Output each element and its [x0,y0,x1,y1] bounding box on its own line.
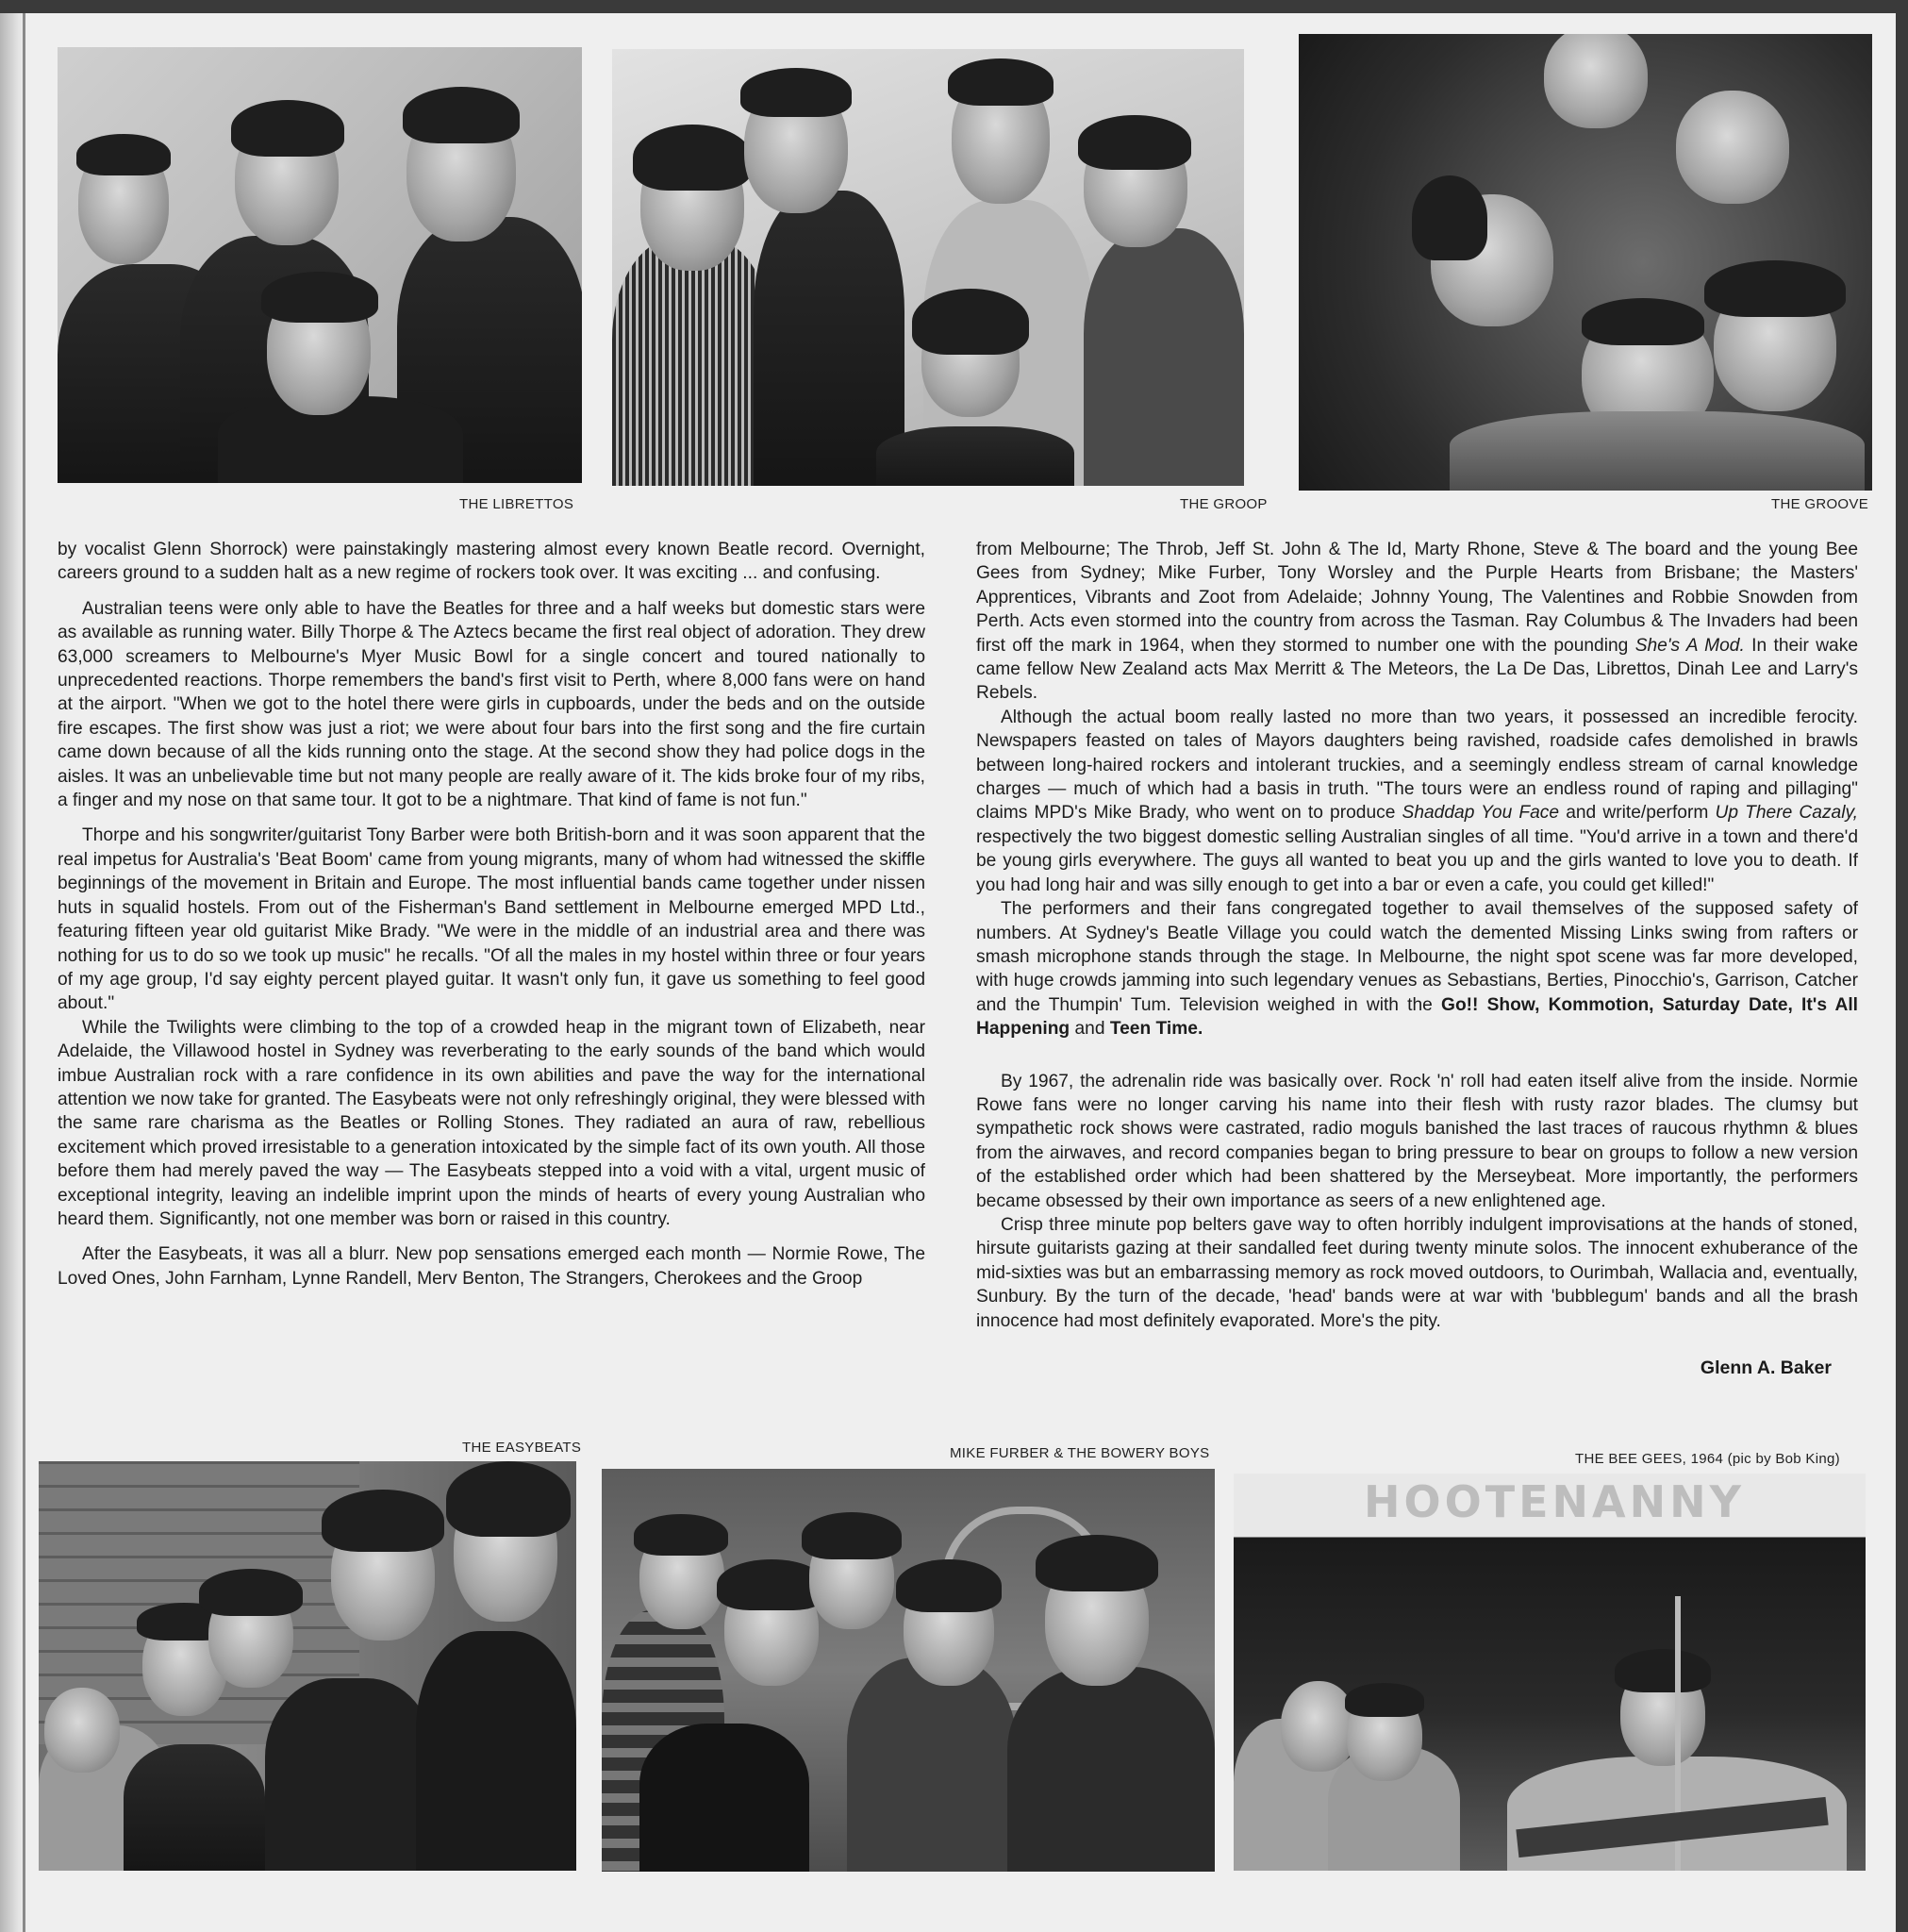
song-title: Shaddap You Face [1402,803,1560,824]
caption-mike-furber: MIKE FURBER & THE BOWERY BOYS [950,1445,1210,1461]
gatefold-spine [0,13,26,1932]
left-paragraph-4: While the Twilights were climbing to the top of a crowded heap in the migrant town of Elizabeth, near Adelaide, the Villawood hostel in Sydney was reverberating to the early sounds of the band which would imbue Australian rock with a rare confidence in its own abilities and pave the way for the international attention we now take for granted. The Easybeats were not only refreshingly original, they were blessed with the same rare charisma as the Beatles or Rolling Stones. They radiated an aura of raw, rebellious excitement which proved irresistable to a generation intoxicated by the simple fact of its own youth. All those before them had merely paved the way — The Easybeats stepped into a void with a vital, urgent music of exceptional integrity, leaving an indelible imprint upon the minds of hearts of every young Australian who heard them. Significantly, not one member was born or raised in this country. [58,1017,925,1229]
right-paragraph-4: By 1967, the adrenalin ride was basically over. Rock 'n' roll had eaten itself alive from the inside. Normie Rowe fans were no longer carving his name into their flesh with rusty razor blades. The clumsy but sympathetic rock shows were castrated, radio moguls banished the last traces of raucous rhythmn & blues from the airwaves, and record companies began to bring pressure to bear on groups to follow a new version of the established order which had been shattered by the Merseybeat. More importantly, the performers became obsessed by their own importance as seers of a new enlightened age. [976,1071,1858,1211]
caption-the-librettos: THE LIBRETTOS [459,496,574,512]
song-title: She's A Mod. [1634,635,1745,656]
song-title: Up There Cazaly, [1715,803,1858,824]
left-paragraph-2: Australian teens were only able to have the Beatles for three and a half weeks but domestic stars were as available as running water. Billy Thorpe & The Aztecs became the first real object of adoration. They drew 63,000 screamers to Melbourne's Myer Music Bowl for a single concert and toured nationally to unprecedented reactions. Thorpe remembers the band's first visit to Perth, where 8,000 fans were on hand at the airport. "When we got to the hotel there were girls in cupboards, under the beds and on the outside fire escapes. The first show was just a riot; we were about four bars into the first song and the fire curtain came down because of all the kids running onto the stage. At the second show they had police dogs in the aisles. It was an unbelievable time but not many people are really aware of it. The kids broke four of my ribs, a finger and my nose on that same tour. It got to be a nightmare. That kind of fame is not fun." [58,598,925,811]
right-article-column [976,538,1858,1333]
photo-the-groove [1299,34,1872,491]
photo-the-librettos [58,47,582,483]
photo-the-easybeats [39,1461,576,1871]
author-signature: Glenn A. Baker [1700,1357,1832,1378]
right-paragraph-2: Although the actual boom really lasted no more than two years, it possessed an incredible ferocity. Newspapers feasted on tales of Mayors daughters being ravished, roadside cafes demolished in brawls between long-haired rockers and intolerant truckies, and a seemingly endless stream of carnal knowledge charges — much of which had a basis in truth. "The tours were an endless round of raping and pillaging" claims MPD's Mike Brady, who went on to produce Shaddap You Face and write/perform Up There Cazaly, respectively the two biggest domestic selling Australian singles of all time. "You'd arrive in a town and there'd be young girls everywhere. The guys all wanted to beat you up and the girls wanted to love you to death. If you had long hair and was silly enough to get into a bar or even a cafe, you could get killed!" [976,707,1858,895]
caption-the-groove: THE GROOVE [1771,496,1869,512]
photo-mike-furber-bowery-boys [602,1469,1215,1872]
caption-the-easybeats: THE EASYBEATS [462,1440,582,1456]
hootenanny-sign: HOOTENANNY [1364,1476,1745,1527]
caption-the-bee-gees: THE BEE GEES, 1964 (pic by Bob King) [1575,1451,1840,1467]
left-paragraph-3: Thorpe and his songwriter/guitarist Tony Barber were both British-born and it was soon apparent that the real impetus for Australia's 'Beat Boom' came from young migrants, many of whom had witnessed the skiffle beginnings of the movement in Britain and Europe. The most influential bands came together under nissen huts in squalid hostels. From out of the Fisherman's Band settlement in Melbourne emerged MPD Ltd., featuring fifteen year old guitarist Mike Brady. "We were in the middle of an industrial area and there was nothing for us to do so we took up music" he recalls. "Of all the males in my hostel within three or four years of my age group, I'd say eighty percent played guitar. It wasn't only fun, it gave us something to feel good about." [58,825,925,1014]
photo-the-bee-gees-1964 [1234,1474,1866,1871]
right-paragraph-1: from Melbourne; The Throb, Jeff St. John & The Id, Marty Rhone, Steve & The board and the young Bee Gees from Sydney; Mike Furber, Tony Worsley and the Purple Hearts from Brisbane; the Masters' Apprentices, Vibrants and Zoot from Adelaide; Johnny Young, The Valentines and Robbie Snowden from Perth. Acts even stormed into the country from across the Tasman. Ray Columbus & The Invaders had been first off the mark in 1964, when they stormed to number one with the pounding She's A Mod. In their wake came fellow New Zealand acts Max Merritt & The Meteors, the La De Das, Librettos, Dinah Lee and Larry's Rebels. [976,540,1858,704]
tv-show: Teen Time. [1109,1019,1203,1040]
left-article-column [58,538,925,1291]
left-paragraph-5: After the Easybeats, it was all a blurr. New pop sensations emerged each month — Normie Rowe, The Loved Ones, John Farnham, Lynne Randell, Merv Benton, The Strangers, Cherokees and the Groop [58,1244,925,1289]
right-paragraph-5: Crisp three minute pop belters gave way to often horribly indulgent improvisations at the hands of stoned, hirsute guitarists gazing at their sandalled feet during twenty minute solos. The innocent exhuberance of the mid-sixties was but an embarrassing memory as rock moved outdoors, to Ourimbah, Wallacia and, eventually, Sunbury. By the turn of the decade, 'head' bands were at war with 'bubblegum' bands and all the brash innocence had most definitely evaporated. More's the pity. [976,1214,1858,1331]
left-paragraph-1: by vocalist Glenn Shorrock) were painstakingly mastering almost every known Beatle record. Overnight, careers ground to a sudden halt as a new regime of rockers took over. It was exciting ... and confusing. [58,540,925,584]
liner-notes-page [0,13,1896,1932]
caption-the-groop: THE GROOP [1180,496,1268,512]
right-paragraph-3: The performers and their fans congregated together to avail themselves of the supposed safety of numbers. At Sydney's Beatle Village you could watch the demented Missing Links swing from rafters or smash microphone stands through the stage. In Melbourne, the night spot scene was far more developed, with huge crowds jamming into such legendary venues as Sebastians, Berties, Pinocchio's, Garrison, Catcher and the Thumpin' Tum. Television weighed in with the Go!! Show, Kommotion, Saturday Date, It's All Happening and Teen Time. [976,899,1858,1040]
tv-shows: Go!! Show, Kommotion, Saturday Date, It's All Happening [976,994,1858,1040]
photo-the-groop [612,49,1244,486]
